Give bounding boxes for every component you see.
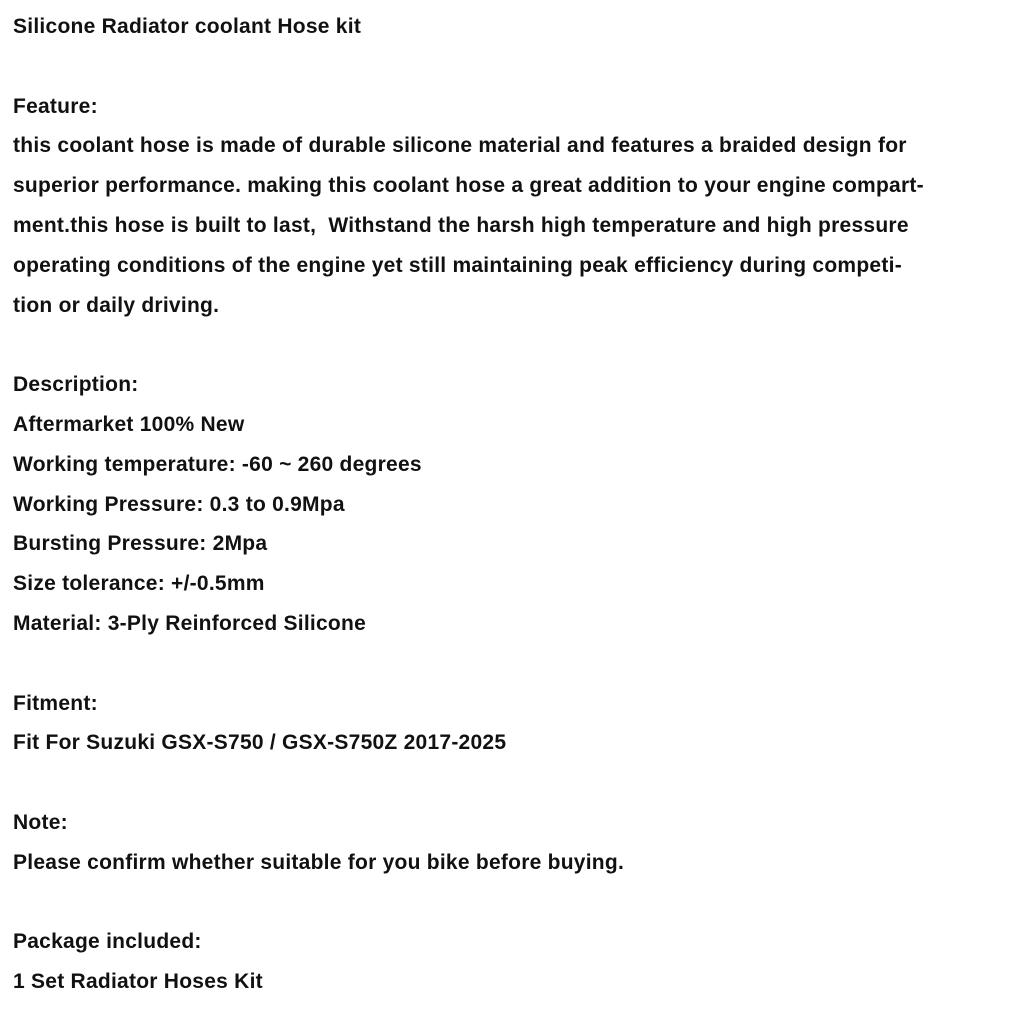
description-line: Bursting Pressure: 2Mpa	[13, 532, 268, 556]
description-line: Working temperature: -60 ~ 260 degrees	[13, 452, 422, 476]
feature-line: operating conditions of the engine yet still maintaining peak efficiency during competi-	[13, 253, 902, 277]
description-line: Aftermarket 100% New	[13, 412, 245, 436]
description-line: Size tolerance: +/-0.5mm	[13, 572, 265, 596]
note-heading: Note:	[13, 810, 68, 834]
fitment-section	[13, 684, 1018, 764]
feature-line: ment.this hose is built to last, Withstand the harsh high temperature and high pressure	[13, 213, 909, 237]
fitment-heading: Fitment:	[13, 691, 98, 715]
package-line: 1 Set Radiator Hoses Kit	[13, 970, 263, 994]
package-heading: Package included:	[13, 930, 202, 954]
spacer	[13, 47, 1018, 87]
note-line: Please confirm whether suitable for you bike before buying.	[13, 850, 625, 874]
description-heading: Description:	[13, 373, 139, 397]
feature-heading: Feature:	[13, 94, 98, 118]
fitment-line: Fit For Suzuki GSX-S750 / GSX-S750Z 2017-2025	[13, 731, 507, 755]
note-section	[13, 803, 1018, 883]
spacer	[13, 883, 1018, 923]
package-section	[13, 922, 1018, 1002]
description-line: Material: 3-Ply Reinforced Silicone	[13, 611, 367, 635]
spacer	[13, 763, 1018, 803]
description-section	[13, 365, 1018, 644]
feature-line: superior performance. making this coolant hose a great addition to your engine compart-	[13, 174, 924, 198]
feature-line: tion or daily driving.	[13, 293, 220, 317]
feature-line: this coolant hose is made of durable silicone material and features a braided design for	[13, 134, 907, 158]
spacer	[13, 325, 1018, 365]
product-description	[13, 7, 1018, 1002]
feature-section	[13, 87, 1018, 326]
description-line: Working Pressure: 0.3 to 0.9Mpa	[13, 492, 345, 516]
spacer	[13, 644, 1018, 684]
product-title: Silicone Radiator coolant Hose kit	[13, 15, 362, 38]
